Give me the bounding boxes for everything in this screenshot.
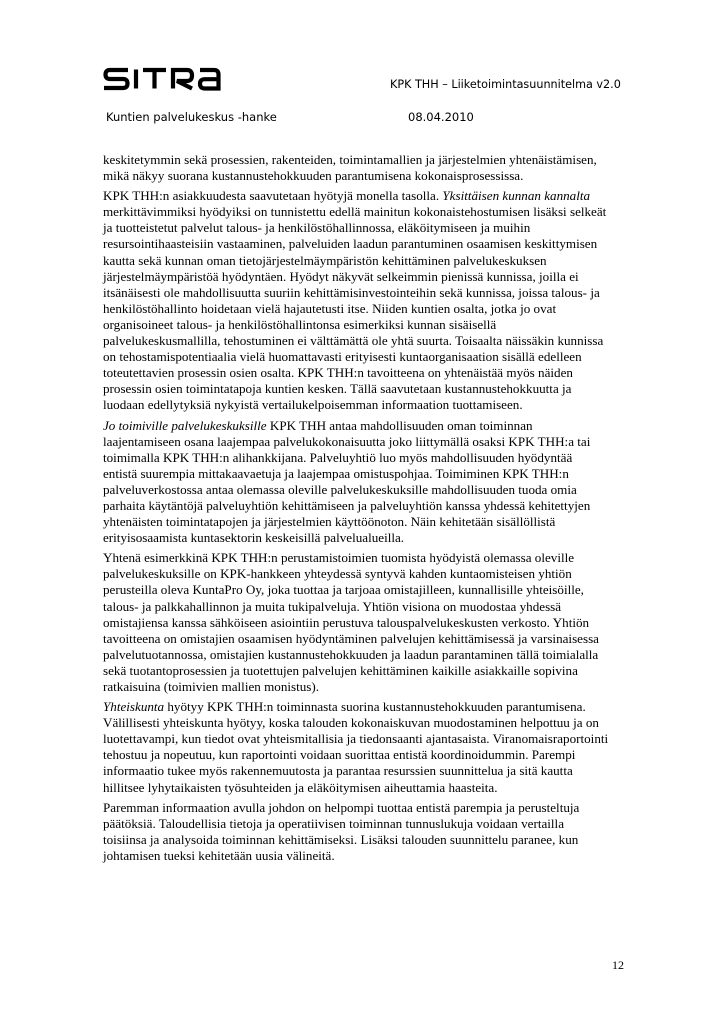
text-line xyxy=(103,848,633,864)
text-line xyxy=(103,599,633,615)
document-date: 08.04.2010 xyxy=(408,110,474,124)
text-segment: Yhtenä esimerkkinä KPK THH:n perustamistoimien tuomista hyödyistä olemassa oleville xyxy=(103,550,575,566)
text-line xyxy=(103,204,633,220)
text-line xyxy=(103,418,633,434)
paragraph xyxy=(103,152,633,184)
paragraph xyxy=(103,418,633,547)
text-segment: toteutettavien prosessin osien osalta. KPK THH:n tavoitteena on yhtenäistää myös näiden xyxy=(103,365,573,381)
text-segment: Välillisesti yhteiskunta hyötyy, koska talouden kokonaiskuvan muodostaminen helpottuu ja on xyxy=(103,715,599,731)
text-segment: keskitetymmin sekä prosessien, rakenteiden, toimintamallien ja järjestelmien yhtenäistämisen, xyxy=(103,152,597,167)
text-segment: prosessin osien toimintatapoja kuntien kesken. Tällä saavutetaan kustannustehokkuutta ja xyxy=(103,381,572,397)
text-line xyxy=(103,220,633,236)
text-line xyxy=(103,530,633,546)
text-line xyxy=(103,450,633,466)
text-segment: palvelutuotannossa, omistajien kustannustehokkuuden ja laadun parantaminen tällä toimialalla xyxy=(103,646,599,662)
text-segment: perusteilla oleva KuntaPro Oy, joka tuottaa ja tarjoaa omistajilleen, kunnallisille yhteisöille, xyxy=(103,582,584,598)
text-line xyxy=(103,615,633,631)
text-line xyxy=(103,269,633,285)
text-segment: palveluverkostossa antaa olemassa oleville palvelukeskuksille mahdollisuuden tuoda omia xyxy=(103,481,577,497)
text-line xyxy=(103,816,633,832)
text-segment: palvelukeskusmallilla, tehostuminen ei välttämättä ole yhtä suurta. Toisaalta näissäkin kunnissa xyxy=(103,333,604,349)
text-line xyxy=(103,747,633,763)
text-segment: parhaita käytäntöjä palveluyhtiön kehittämiseen ja palveluyhtiön kanssa yhdessä kehitettyjen xyxy=(103,497,591,513)
text-segment: sekä tuotantoprosessien ja tuotettujen palvelujen kehittäminen kaikille asiakkaille sopivina xyxy=(103,662,578,678)
text-segment: yhtenäisten toimintatapojen ja järjestelmien käyttöönoton. Näin kehitetään sisällöllistä xyxy=(103,514,556,530)
text-segment: itsänäisesti ole mahdollisuutta suuriin kehittämisinvestointeihin sekä kunnissa, joissa talous- ja xyxy=(103,284,600,300)
sitra-logo xyxy=(103,66,231,92)
text-line xyxy=(103,188,633,204)
project-name: Kuntien palvelukeskus -hanke xyxy=(106,110,277,124)
page-number: 12 xyxy=(612,958,624,972)
text-line xyxy=(103,381,633,397)
text-line xyxy=(103,663,633,679)
text-line xyxy=(103,647,633,663)
text-segment: talous- ja palkkahallinnon ja muita tukipalveluja. Yhtiön visiona on muodostaa yhdessä xyxy=(103,598,562,614)
text-line xyxy=(103,800,633,816)
text-line xyxy=(103,699,633,715)
text-segment: informaatio tukee myös rakennemuutosta ja parantaa resurssien suunnittelua ja sitä kautta xyxy=(103,763,573,779)
text-segment: tavoitteena on omistajien osaamisen hyödyntäminen palvelujen kehittämisessä ja varsinaisessa xyxy=(103,630,599,646)
text-segment: johtamisen tueksi kehitetään uusia välineitä. xyxy=(103,847,335,863)
paragraph xyxy=(103,699,633,796)
text-line xyxy=(103,731,633,747)
sitra-logo-mark xyxy=(103,66,231,92)
body-text xyxy=(103,152,633,868)
page-header xyxy=(103,66,633,136)
text-segment: resursointihaasteisiin vastaaminen, palveluiden laadun parantuminen osaamisen keskittymisen xyxy=(103,236,598,252)
text-segment: toisiinsa ja analysoida toiminnan kehittämiseksi. Lisäksi talouden suunnittelu paranee, kun xyxy=(103,831,579,847)
text-line xyxy=(103,514,633,530)
italic-text: Yhteiskunta xyxy=(103,699,165,715)
text-line xyxy=(103,365,633,381)
text-line xyxy=(103,301,633,317)
text-segment: hillitsee lyhytaikaisten työsuhteiden ja eläköitymisen aiheuttamia haasteita. xyxy=(103,779,498,795)
text-line xyxy=(103,466,633,482)
text-line xyxy=(103,566,633,582)
text-segment: entistä suurempia mittakaavaetuja ja laajempaa omistuspohjaa. Toimiminen KPK THH:n xyxy=(103,465,569,481)
text-segment: erityisosaamista kuntasektorin keskeisillä palvelualueilla. xyxy=(103,530,405,546)
paragraph xyxy=(103,550,633,695)
text-line xyxy=(103,285,633,301)
text-segment: toimimalla KPK THH:n alihankkijana. Palveluyhtiö luo myös mahdollisuuden hyödyntää xyxy=(103,449,573,465)
text-segment: merkittävimmiksi hyödyiksi on tunnistettu edellä mainitun kokonaistehostumisen lisäksi selkeät xyxy=(103,204,607,220)
paragraph xyxy=(103,188,633,413)
text-line xyxy=(103,550,633,566)
text-line xyxy=(103,482,633,498)
text-line xyxy=(103,582,633,598)
italic-text: Jo toimiville palvelukeskuksille xyxy=(103,417,267,433)
text-segment: palvelukeskuksille on KPK-hankkeen yhteydessä syntyvä kahden kuntaomisteisen yhtiön xyxy=(103,566,572,582)
text-line xyxy=(103,434,633,450)
text-line xyxy=(103,333,633,349)
text-segment: päätöksiä. Taloudellisia tietoja ja operatiivisen toiminnan tunnuslukuja voidaan vertailla xyxy=(103,815,565,831)
italic-text: Yksittäisen kunnan kannalta xyxy=(442,188,591,204)
text-segment: on tehostamispotentiaalia vielä huomattavasti erityisesti kuntaorganisaation sisällä edelleen xyxy=(103,349,582,365)
text-segment: mikä näkyy suorana kustannustehokkuuden parantumisena kokonaisprosessissa. xyxy=(103,168,524,184)
text-line xyxy=(103,236,633,252)
document-title: KPK THH – Liiketoimintasuunnitelma v2.0 xyxy=(390,78,621,91)
text-segment: luotettavampi, kun tiedot ovat yhteismitallisia ja tiedonsaanti ajantasaista. Viranomaisraportointi xyxy=(103,731,609,747)
text-segment: luodaan edellytyksiä nykyistä vertailukelpoisemman informaation tuottamiseen. xyxy=(103,397,523,413)
text-line xyxy=(103,397,633,413)
text-segment: omistajiensa kanssa sähköiseen asiointiin perustuva talouspalvelukeskusten verkosto. Yhtiön xyxy=(103,614,590,630)
text-line xyxy=(103,679,633,695)
text-segment: KPK THH antaa mahdollisuuden oman toiminnan xyxy=(266,417,533,433)
text-segment: organisoineet talous- ja henkilöstöhallintonsa esimerkiksi kunnan sisäisellä xyxy=(103,316,497,332)
text-segment: laajentamiseen osana laajempaa palvelukokonaisuutta joko liittymällä osaksi KPK THH:a tai xyxy=(103,433,591,449)
text-segment: kautta sekä kunnan oman tietojärjestelmäympäristön kehittäminen palvelukeskuksen xyxy=(103,252,547,268)
text-segment: järjestelmäympäristöä hyödyntäen. Hyödyt näkyvät selkeimmin pienissä kunnissa, joilla ei xyxy=(103,268,579,284)
text-line xyxy=(103,631,633,647)
text-line xyxy=(103,152,633,168)
text-segment: henkilöstöhallinto hoidetaan vielä hajautetusti itse. Niiden kuntien osalta, jotka jo ovat xyxy=(103,300,557,316)
text-segment: ratkaisuina (toimivien mallien monistus). xyxy=(103,679,320,694)
text-line xyxy=(103,763,633,779)
text-segment: tehostuu ja nopeutuu, kun raportointi voidaan suorittaa entistä koordinoidummin. Parempi xyxy=(103,747,576,763)
text-line xyxy=(103,349,633,365)
text-segment: hyötyy KPK THH:n toiminnasta suorina kustannustehokkuuden parantumisena. xyxy=(164,699,586,715)
text-line xyxy=(103,317,633,333)
text-line xyxy=(103,498,633,514)
text-line xyxy=(103,715,633,731)
text-line xyxy=(103,780,633,796)
text-line xyxy=(103,832,633,848)
text-segment: KPK THH:n asiakkuudesta saavutetaan hyötyjä monella tasolla. xyxy=(103,188,443,204)
text-segment: Paremman informaation avulla johdon on helpompi tuottaa entistä parempia ja perusteltuja xyxy=(103,799,580,815)
text-segment: ja tuotteistetut palvelut talous- ja henkilöstöhallinnossa, eläköitymiseen ja muihin xyxy=(103,220,531,236)
paragraph xyxy=(103,800,633,864)
text-line xyxy=(103,253,633,269)
text-line xyxy=(103,168,633,184)
